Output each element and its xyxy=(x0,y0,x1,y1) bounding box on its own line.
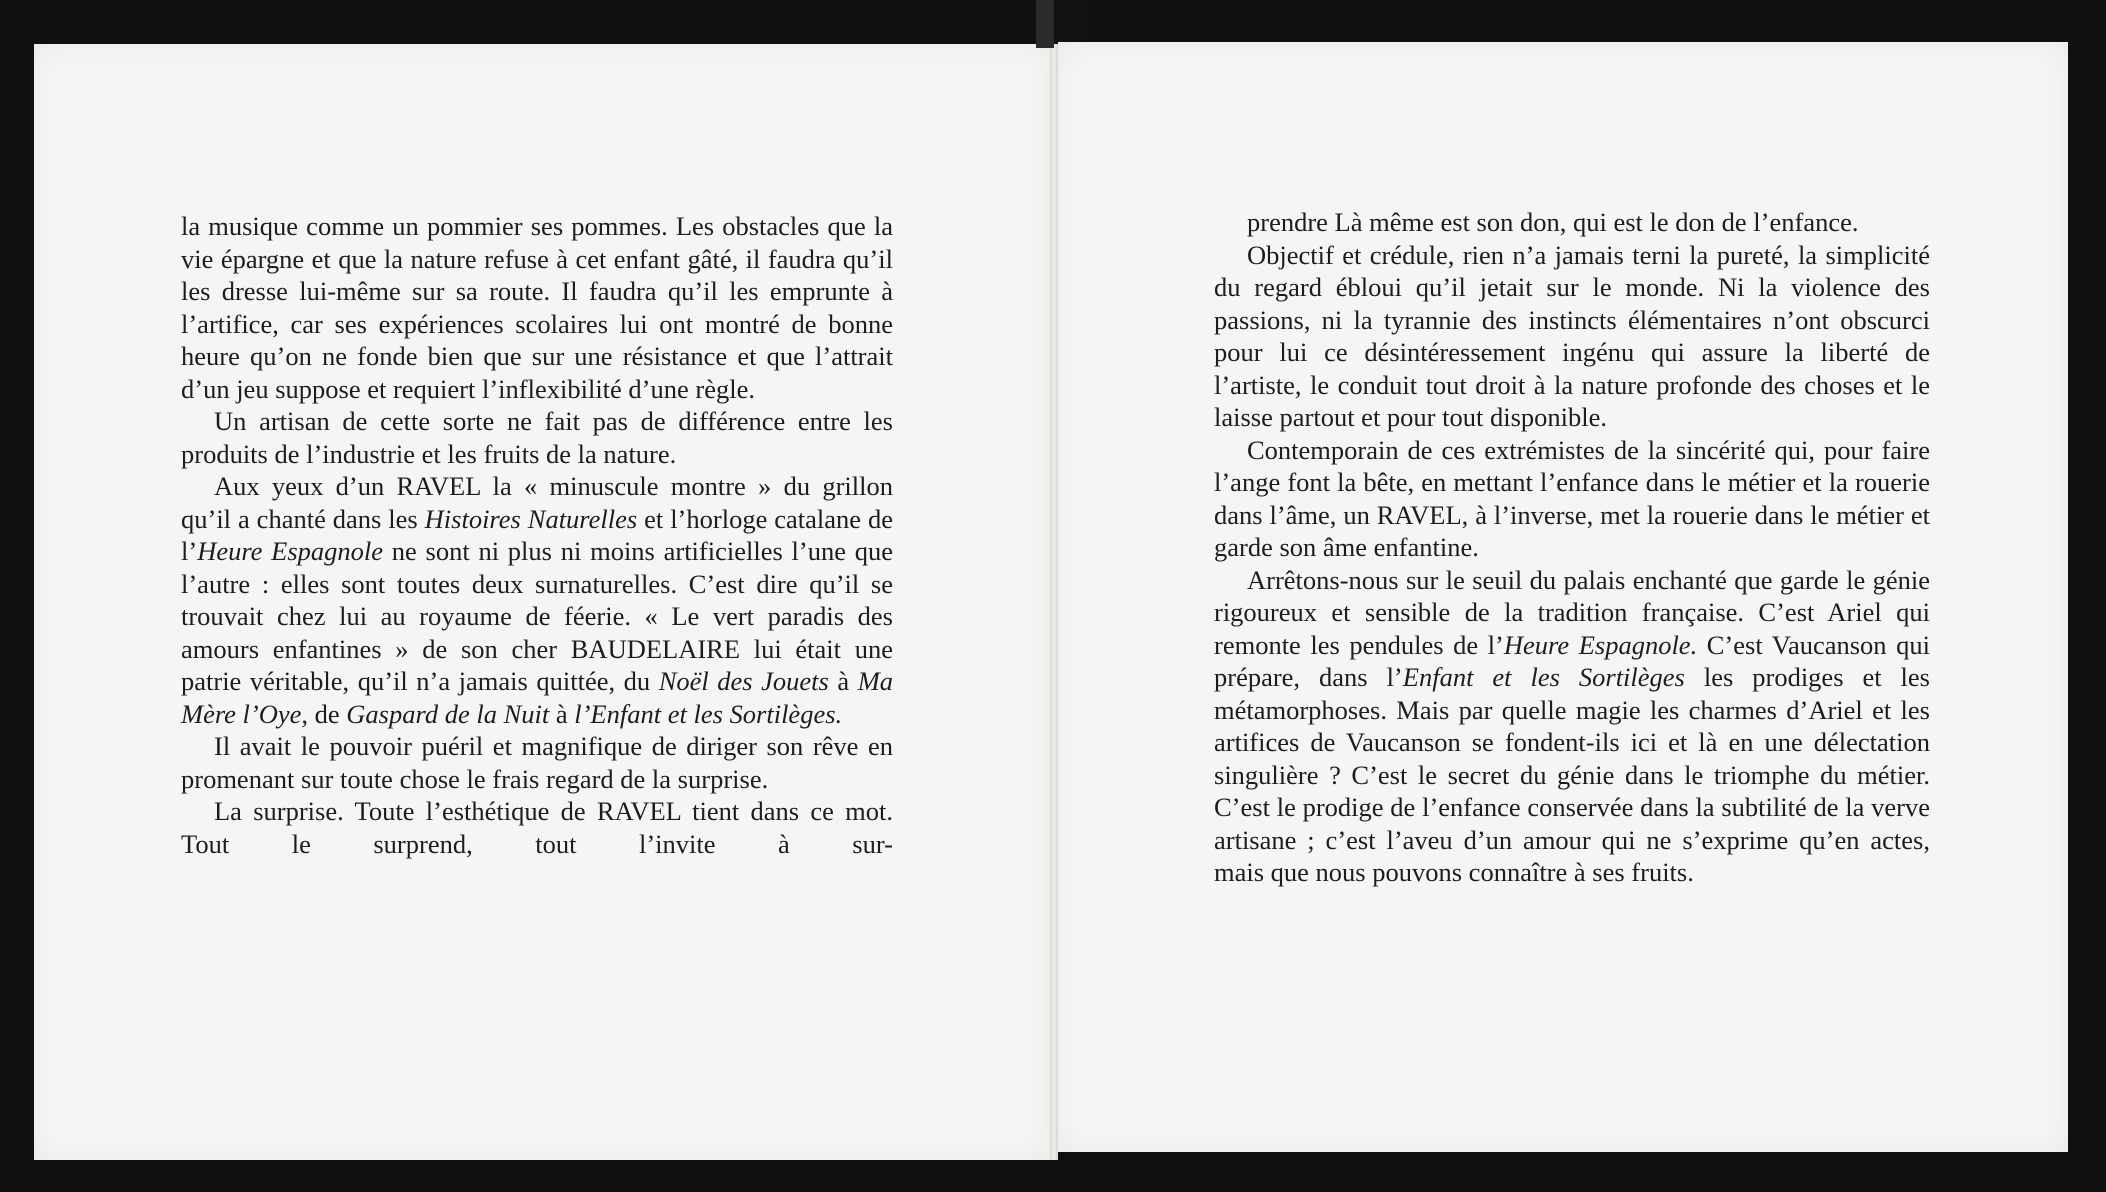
spine-headband xyxy=(1036,0,1054,48)
italic-title: Ma Mère l’Oye, xyxy=(181,666,894,729)
paragraph xyxy=(181,470,893,730)
paragraph xyxy=(181,405,893,470)
text-run: Un artisan de cette sorte ne fait pas de différence entre les produits de l’industrie et les fruits de la nature. xyxy=(181,406,893,469)
book-spine xyxy=(1050,44,1058,1160)
paragraph xyxy=(181,730,893,795)
italic-title: Heure Espagnole xyxy=(197,536,384,566)
italic-title: Heure Espagnole. xyxy=(1503,629,1698,660)
text-run: C’est Vaucanson qui prépare, dans l’ xyxy=(1214,629,1930,692)
paragraph xyxy=(181,210,893,405)
italic-title: l’Enfant et les Sortilèges. xyxy=(574,698,843,729)
paragraph xyxy=(1214,239,1930,434)
text-run: de xyxy=(308,698,347,729)
text-run: Arrêtons-nous sur le seuil du palais enchanté que garde le génie rigoureux et sensible de la tradition française. C’est Ariel qui remonte les pendules de l’ xyxy=(1214,564,1930,660)
text-run: à xyxy=(828,666,858,696)
paragraph xyxy=(1214,564,1930,889)
italic-title: Histoires Naturelles xyxy=(424,503,638,534)
right-page-text xyxy=(1214,206,1930,889)
text-run: Contemporain de ces extrémistes de la sincérité qui, pour faire l’ange font la bête, en mettant l’enfance dans le métier et la rouerie dans l’âme, un RAVEL, à l’inverse, met la rouerie dans le métier et garde son âme enfantine. xyxy=(1214,434,1930,562)
text-run: à xyxy=(549,698,575,729)
left-page-text xyxy=(181,210,893,860)
text-run: ne sont ni plus ni moins artificielles l’une que l’autre : elles sont toutes deux surnaturelles. C’est dire qu’il se trouvait chez lui au royaume de féerie. « Le vert paradis des amours enfantines » de son cher BAUDELAIRE lui était une patrie véritable, qu’il n’a jamais quittée, du xyxy=(181,536,893,696)
paragraph xyxy=(1214,206,1930,239)
paragraph xyxy=(1214,434,1930,564)
paragraph xyxy=(181,795,893,860)
text-run: et l’horloge catalane de l’ xyxy=(181,503,893,566)
text-run: Il avait le pouvoir puéril et magnifique de diriger son rêve en promenant sur toute chose le frais regard de la surprise. xyxy=(181,731,893,794)
text-run: La surprise. Toute l’esthétique de RAVEL tient dans ce mot. Tout le surprend, tout l’invite à sur- xyxy=(181,796,893,859)
italic-title: Gaspard de la Nuit xyxy=(346,698,550,729)
text-run: Aux yeux d’un RAVEL la « minuscule montre » du grillon qu’il a chanté dans les xyxy=(181,471,893,534)
italic-title: Enfant et les Sortilèges xyxy=(1402,662,1685,692)
italic-title: Noël des Jouets xyxy=(658,666,829,696)
text-run: la musique comme un pommier ses pommes. Les obstacles que la vie épargne et que la nature refuse à cet enfant gâté, il faudra qu’il les dresse lui-même sur sa route. Il faudra qu’il les emprunte à l’artifice, car ses expériences scolaires lui ont montré de bonne heure qu’on ne fonde bien que sur une résistance et que l’attrait d’un jeu suppose et requiert l’inflexibilité d’une règle. xyxy=(181,211,893,404)
text-run: Objectif et crédule, rien n’a jamais terni la pureté, la simplicité du regard ébloui qu’il jetait sur le monde. Ni la violence des passions, ni la tyrannie des instincts élémentaires n’ont obscurci pour lui ce désintéressement ingénu qui assure la liberté de l’artiste, le conduit tout droit à la nature profonde des choses et le laisse partout et pour tout disponible. xyxy=(1214,239,1930,432)
text-run: les prodiges et les métamorphoses. Mais par quelle magie les charmes d’Ariel et les artifices de Vaucanson se fondent-ils ici et là en une délectation singulière ? C’est le secret du génie dans le triomphe du métier. C’est le prodige de l’enfance conservée dans la subtilité de la verve artisane ; c’est l’aveu d’un amour qui ne s’exprime qu’en actes, mais que nous pouvons connaître à ses fruits. xyxy=(1214,662,1930,887)
text-run: prendre Là même est son don, qui est le don de l’enfance. xyxy=(1247,207,1859,237)
